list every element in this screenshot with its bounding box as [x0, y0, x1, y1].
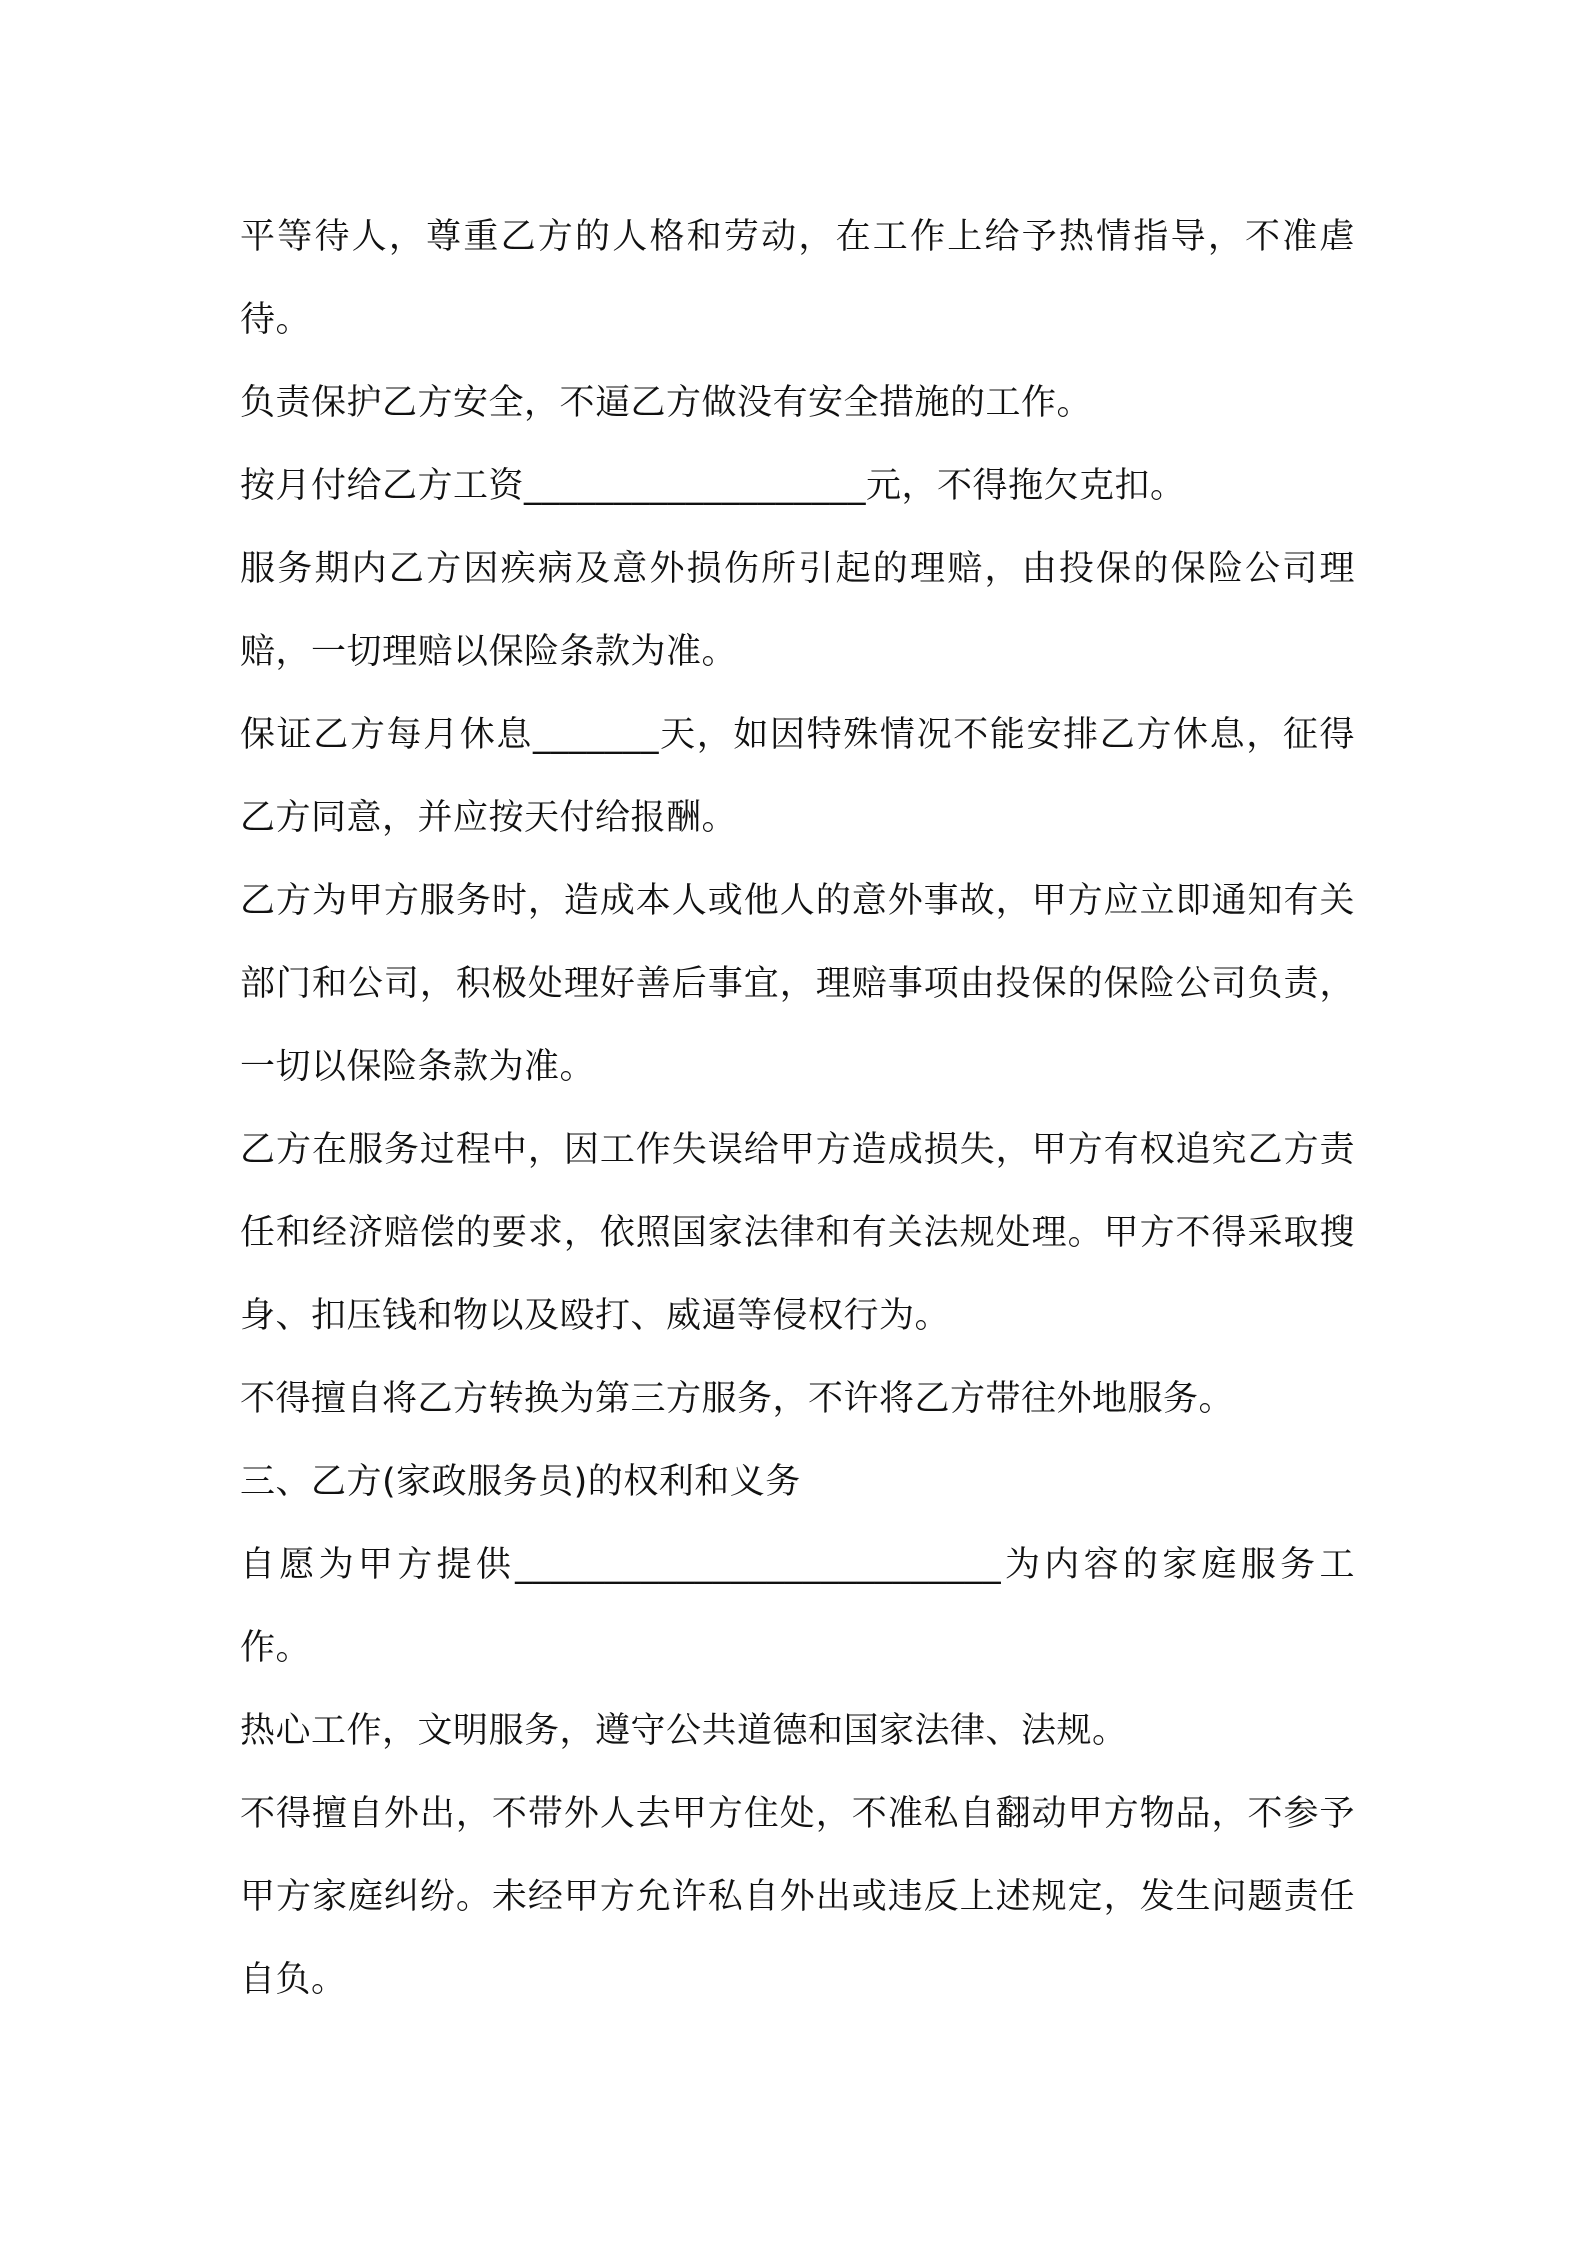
paragraph-service-content: 自愿为甲方提供___________________________为内容的家庭服务工作。: [240, 1545, 1355, 1668]
paragraph-monthly-wage: 按月付给乙方工资___________________元，不得拖欠克扣。: [240, 466, 1186, 506]
document-body: [240, 196, 1355, 2022]
paragraph-respect-treatment: 平等待人，尊重乙方的人格和劳动，在工作上给予热情指导，不准虐待。: [240, 217, 1355, 340]
section-heading-party-b-rights: 三、乙方(家政服务员)的权利和义务: [240, 1462, 801, 1502]
paragraph-monthly-rest: 保证乙方每月休息_______天，如因特殊情况不能安排乙方休息，征得乙方同意，并应按天付给报酬。: [240, 715, 1355, 838]
paragraph-insurance-claims: 服务期内乙方因疾病及意外损伤所引起的理赔，由投保的保险公司理赔，一切理赔以保险条款为准。: [240, 549, 1355, 672]
paragraph-conduct-rules: 不得擅自外出，不带外人去甲方住处，不准私自翻动甲方物品，不参予甲方家庭纠纷。未经甲方允许私自外出或违反上述规定，发生问题责任自负。: [240, 1794, 1355, 2000]
paragraph-accident-handling: 乙方为甲方服务时，造成本人或他人的意外事故，甲方应立即通知有关部门和公司，积极处理好善后事宜，理赔事项由投保的保险公司负责，一切以保险条款为准。: [240, 881, 1355, 1087]
paragraph-safety-protection: 负责保护乙方安全，不逼乙方做没有安全措施的工作。: [240, 383, 1093, 423]
paragraph-no-transfer: 不得擅自将乙方转换为第三方服务，不许将乙方带往外地服务。: [240, 1379, 1235, 1419]
paragraph-civil-service: 热心工作，文明服务，遵守公共道德和国家法律、法规。: [240, 1711, 1128, 1751]
paragraph-work-loss: 乙方在服务过程中，因工作失误给甲方造成损失，甲方有权追究乙方责任和经济赔偿的要求，依照国家法律和有关法规处理。甲方不得采取搜身、扣压钱和物以及殴打、威逼等侵权行为。: [240, 1130, 1355, 1336]
